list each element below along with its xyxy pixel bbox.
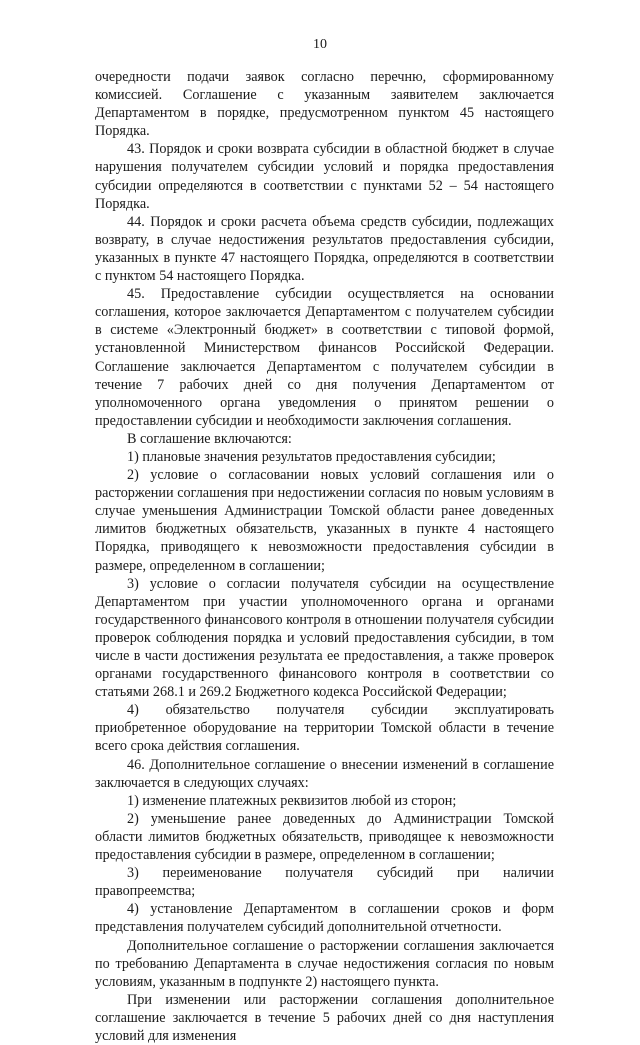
list-item-45-2: 2) условие о согласовании новых условий соглашения или о расторжении соглашения при недостижении согласия по новым условиям в случае уменьшения Администрации Томской области ранее доведенных лимитов бюджетных обязательств, указанных в пункте 4 настоящего Порядка, приводящего к невозможности предоставления субсидии в размере, определенном в соглашении; bbox=[95, 467, 554, 574]
paragraph-44: 44. Порядок и сроки расчета объема средств субсидии, подлежащих возврату, в случае недостижения результатов предоставления субсидии, указанных в пункте 47 настоящего Порядка, определяются в соответствии с пунктом 54 настоящего Порядка. bbox=[95, 213, 554, 285]
paragraph-agreement-intro: В соглашение включаются: bbox=[127, 430, 292, 447]
paragraph-46: 46. Дополнительное соглашение о внесении изменений в соглашение заключается в следующих случаях: bbox=[95, 756, 554, 791]
list-item-46-3: 3) переименование получателя субсидий при наличии правопреемства; bbox=[95, 865, 554, 900]
list-item-46-2: 2) уменьшение ранее доведенных до Администрации Томской области лимитов бюджетных обязательств, приводящее к невозможности предоставления субсидии в размере, определенном в соглашении; bbox=[95, 810, 554, 864]
list-item-46-4: 4) установление Департаментом в соглашении сроков и форм представления получателем субсидий дополнительной отчетности. bbox=[95, 901, 554, 936]
list-item-46-1: 1) изменение платежных реквизитов любой из сторон; bbox=[127, 792, 457, 809]
list-item-45-3: 3) условие о согласии получателя субсидии на осуществление Департаментом при участии уполномоченного органа и органами государственного финансового контроля в отношении получателя субсидии проверок соблюдения порядка и условий предоставления субсидии, в том числе в части достижения результата ее предоставления, а также проверок органами государственного финансового контроля в соответствии со статьями 268.1 и 269.2 Бюджетного кодекса Российской Федерации; bbox=[95, 575, 554, 701]
paragraph-43: 43. Порядок и сроки возврата субсидии в областной бюджет в случае нарушения получателем субсидии условий и порядка предоставления субсидии определяются в соответствии с пунктами 52 – 54 настоящего Порядка. bbox=[95, 141, 554, 212]
list-item-45-4: 4) обязательство получателя субсидии эксплуатировать приобретенное оборудование на территории Томской области в течение всего срока действия соглашения. bbox=[95, 702, 554, 755]
paragraph-continuation: очередности подачи заявок согласно перечню, сформированному комиссией. Соглашение с указанным заявителем заключается Департаментом в порядке, предусмотренном пунктом 45 настоящего Порядка. bbox=[95, 69, 554, 140]
document-body bbox=[95, 68, 554, 1045]
paragraph-amendment-deadline: При изменении или расторжении соглашения дополнительное соглашение заключается в течение 5 рабочих дней со дня наступления условий для изменения bbox=[95, 991, 554, 1044]
paragraph-termination: Дополнительное соглашение о расторжении соглашения заключается по требованию Департамента в случае недостижения согласия по новым условиям, указанным в подпункте 2) настоящего пункта. bbox=[95, 937, 554, 990]
paragraph-45: 45. Предоставление субсидии осуществляется на основании соглашения, которое заключается Департаментом с получателем субсидии в системе «Электронный бюджет» в соответствии с типовой формой, установленной Министерством финансов Российской Федерации. Соглашение заключается Департаментом с получателем субсидии в течение 7 рабочих дней со дня получения Департаментом от уполномоченного органа уведомления о принятом решении о предоставлении субсидии и необходимости заключения соглашения. bbox=[95, 286, 554, 429]
page-number: 10 bbox=[313, 37, 327, 52]
list-item-45-1: 1) плановые значения результатов предоставления субсидии; bbox=[127, 448, 496, 465]
